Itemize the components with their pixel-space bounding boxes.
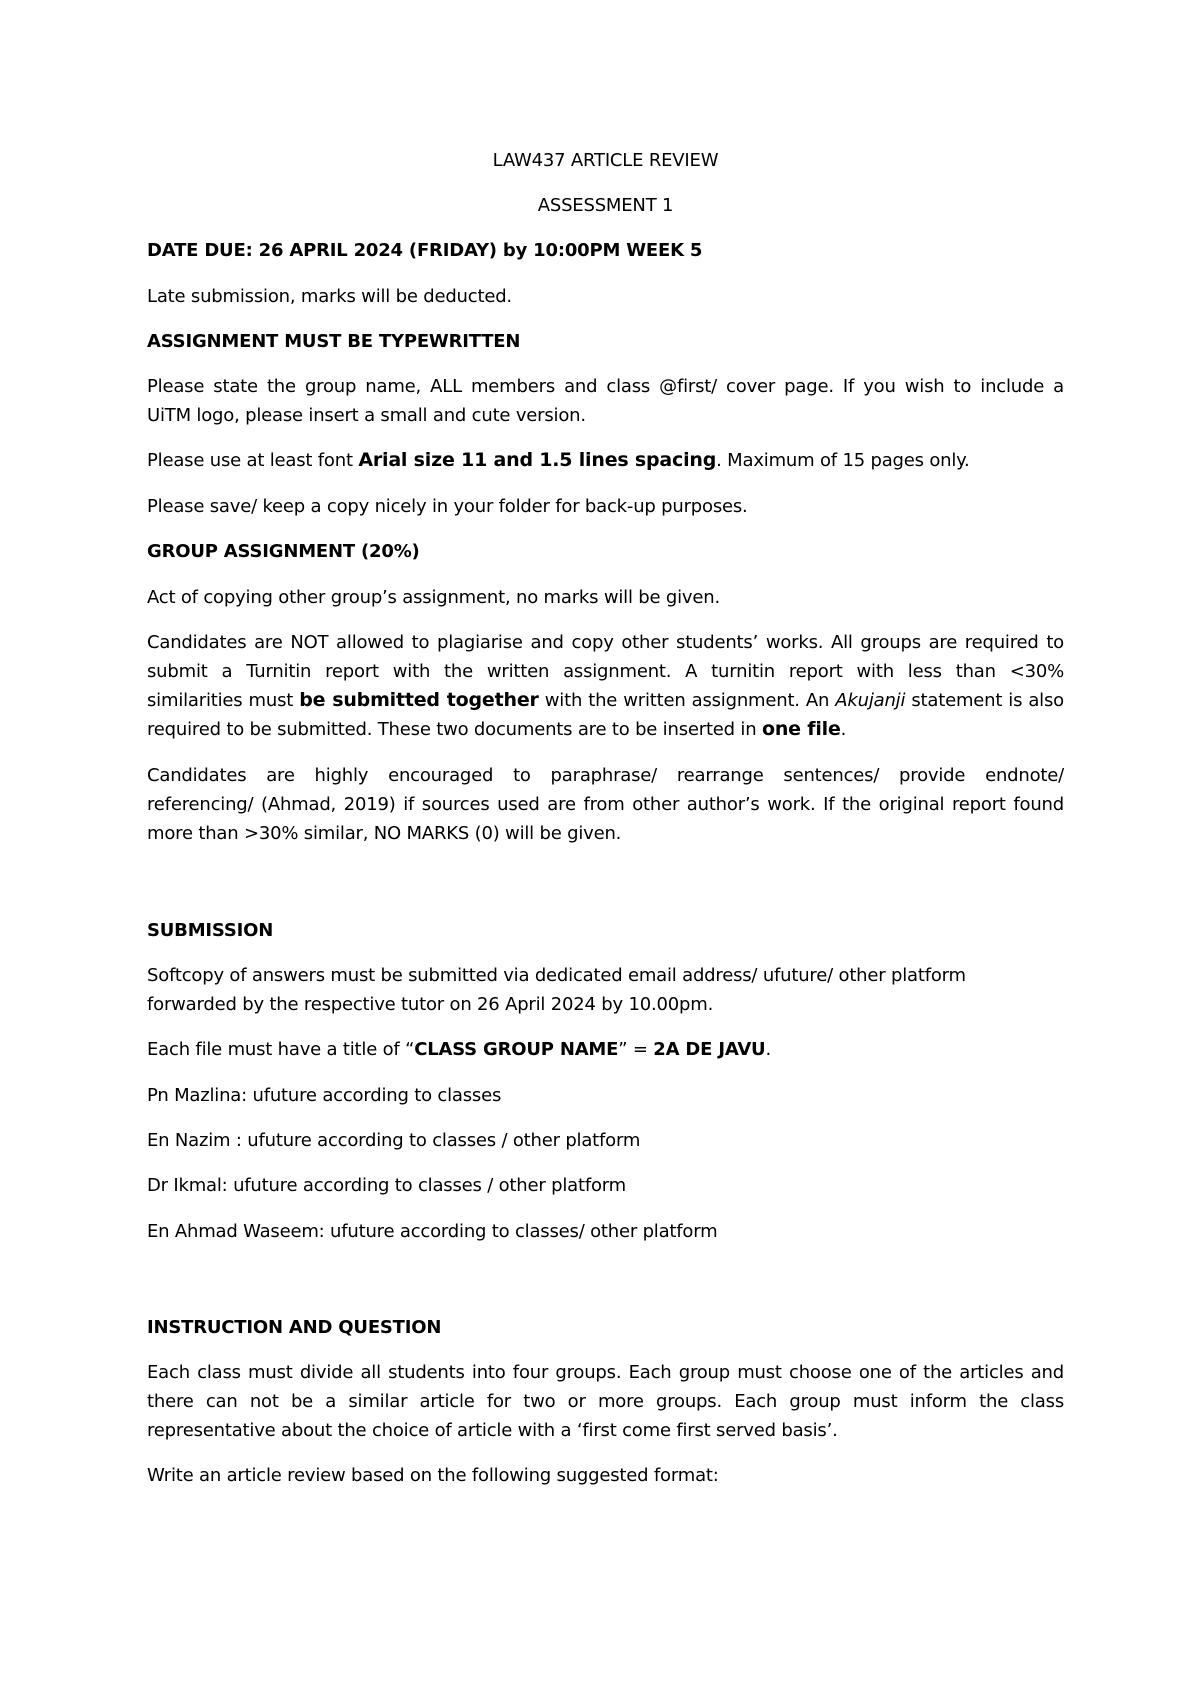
paragraph-groups-line-3: representative about the choice of article with a ‘first come first served basis’.: [147, 1420, 838, 1441]
paragraph-plagiarism-line-4: [147, 715, 1064, 744]
paragraph-copying: Act of copying other group’s assignment, no marks will be given.: [147, 587, 720, 608]
paragraph-cover-line-1: Please state the group name, ALL members and class @first/ cover page. If you wish to include a: [147, 376, 1064, 397]
file-title-end: .: [765, 1039, 772, 1060]
document-title: LAW437 ARTICLE REVIEW: [492, 150, 719, 171]
one-file-text-bold: one file: [761, 718, 841, 740]
paragraph-groups-line-2: there can not be a similar article for two or more groups. Each group must inform the class: [147, 1391, 1064, 1412]
font-text-post: . Maximum of 15 pages only.: [716, 450, 970, 471]
heading-group-assignment: GROUP ASSIGNMENT (20%): [147, 541, 420, 562]
plagiarism-text-pre: similarities must: [147, 690, 300, 711]
paragraph-cover-line-2: UiTM logo, please insert a small and cute version.: [147, 405, 586, 426]
plagiarism-text-post: statement is also: [905, 690, 1064, 711]
plagiarism-text-italic: Akujanji: [835, 690, 906, 711]
paragraph-groups-line-1: Each class must divide all students into four groups. Each group must choose one of the articles and: [147, 1362, 1064, 1383]
paragraph-save: Please save/ keep a copy nicely in your folder for back-up purposes.: [147, 496, 748, 517]
font-text-pre: Please use at least font: [147, 450, 359, 471]
paragraph-plagiarism-line-1: Candidates are NOT allowed to plagiarise and copy other students’ works. All groups are required to: [147, 632, 1064, 653]
tutor-line: En Ahmad Waseem: ufuture according to classes/ other platform: [147, 1221, 718, 1242]
paragraph-font: [147, 446, 1064, 475]
due-date: DATE DUE: 26 APRIL 2024 (FRIDAY) by 10:00PM WEEK 5: [147, 240, 703, 261]
file-title-example: 2A DE JAVU: [653, 1039, 766, 1060]
paragraph-format: Write an article review based on the following suggested format:: [147, 1465, 719, 1486]
late-submission-note: Late submission, marks will be deducted.: [147, 286, 512, 307]
one-file-text-pre: required to be submitted. These two documents are to be inserted in: [147, 719, 762, 740]
paragraph-paraphrase-line-3: more than >30% similar, NO MARKS (0) will be given.: [147, 823, 622, 844]
tutor-line: Pn Mazlina: ufuture according to classes: [147, 1085, 502, 1106]
tutor-line: En Nazim : ufuture according to classes / other platform: [147, 1130, 641, 1151]
heading-instruction: INSTRUCTION AND QUESTION: [147, 1317, 442, 1338]
document-subtitle: ASSESSMENT 1: [537, 195, 674, 216]
paragraph-softcopy-line-2: forwarded by the respective tutor on 26 April 2024 by 10.00pm.: [147, 994, 714, 1015]
paragraph-plagiarism-line-2: submit a Turnitin report with the written assignment. A turnitin report with less than <30%: [147, 661, 1064, 682]
file-title-pre: Each file must have a title of “: [147, 1039, 415, 1060]
paragraph-paraphrase-line-2: referencing/ (Ahmad, 2019) if sources used are from other author’s work. If the original report found: [147, 794, 1064, 815]
heading-typewritten: ASSIGNMENT MUST BE TYPEWRITTEN: [147, 331, 521, 352]
paragraph-paraphrase-line-1: Candidates are highly encouraged to paraphrase/ rearrange sentences/ provide endnote/: [147, 765, 1064, 786]
heading-submission: SUBMISSION: [147, 920, 274, 941]
one-file-text-post: .: [840, 719, 847, 740]
plagiarism-text-bold: be submitted together: [299, 689, 539, 711]
paragraph-plagiarism-line-3: [147, 686, 1064, 715]
paragraph-file-title: [147, 1035, 1064, 1064]
tutor-line: Dr Ikmal: ufuture according to classes / other platform: [147, 1175, 626, 1196]
file-title-bold: CLASS GROUP NAME: [414, 1039, 619, 1060]
plagiarism-text-mid: with the written assignment. An: [538, 690, 836, 711]
font-text-bold: Arial size 11 and 1.5 lines spacing: [358, 449, 717, 471]
paragraph-softcopy-line-1: Softcopy of answers must be submitted via dedicated email address/ ufuture/ other platform: [147, 965, 966, 986]
file-title-post: ” =: [618, 1039, 654, 1060]
